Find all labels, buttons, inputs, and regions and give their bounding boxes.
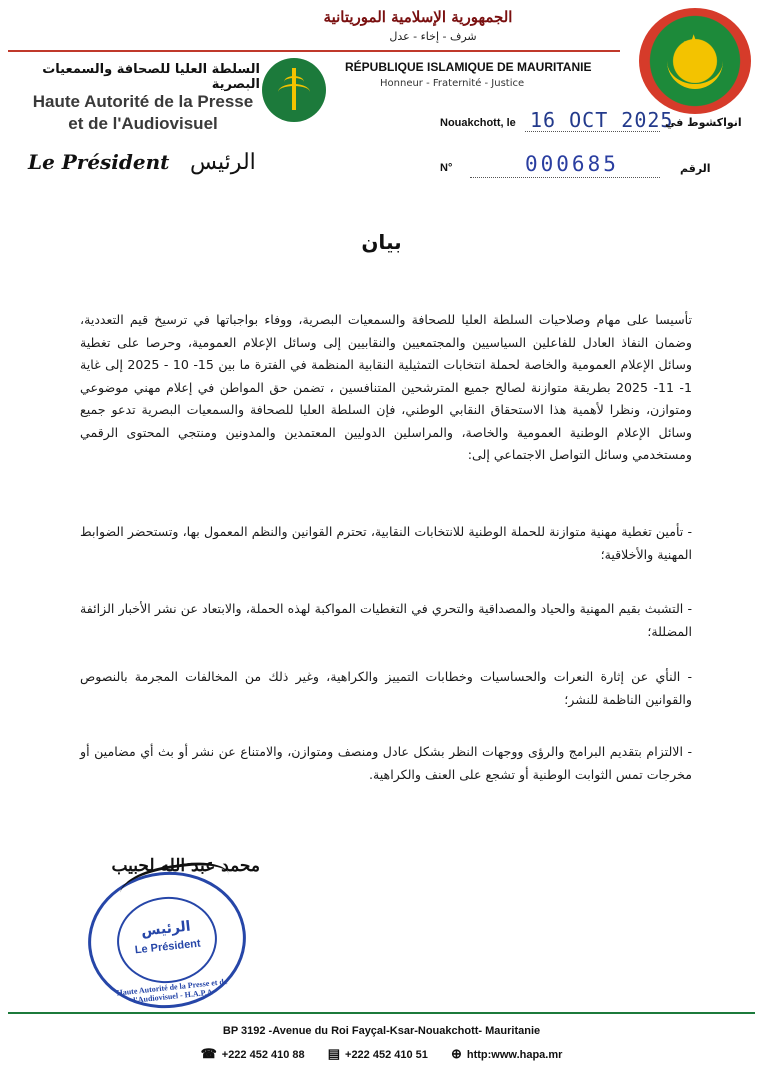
date-label: Nouakchott, le (440, 117, 516, 129)
president-title-arabic: الرئيس (190, 150, 256, 175)
telephone-icon: ☎ (200, 1046, 217, 1061)
national-emblem-icon (639, 8, 751, 114)
number-label: N° (440, 162, 453, 174)
bullet-item: - التشبث بقيم المهنية والحياد والمصداقية والتحري في التغطيات المواكبة لهذه الحملة، والابتعاد عن نشر الأخبار الزائفة المضللة؛ (80, 601, 692, 639)
authority-name-french-line2: et de l'Audiovisuel (68, 114, 218, 133)
seal-ring-text: Haute Autorité de la Presse et de l'Audiovisuel - H.A.P.A (116, 976, 228, 1005)
header-divider (8, 50, 620, 52)
website-link[interactable]: http:www.hapa.mr (466, 1049, 563, 1061)
bullet-item: - تأمين تغطية مهنية متوازنة للحملة الوطنية للانتخابات النقابية، تحترم القوانين والنظم المعمول بها، وتستحضر الضوابط المهنية والأخلاقية؛ (80, 524, 692, 562)
footer-address: BP 3192 -Avenue du Roi Fayçal-Ksar-Nouakchott- Mauritanie (222, 1025, 541, 1037)
fax-icon: ▤ (327, 1046, 341, 1061)
authority-name-french-line1: Haute Autorité de la Presse (32, 92, 254, 111)
republic-motto-french: Honneur - Fraternité - Justice (380, 78, 525, 89)
fax-number: +222 452 410 51 (345, 1049, 428, 1061)
date-stamp: 16 OCT 2025 (530, 108, 674, 132)
footer-divider (8, 1012, 755, 1014)
globe-icon: ⊕ (450, 1046, 462, 1061)
authority-name-arabic: السلطة العليا للصحافة والسمعيات البصرية (42, 62, 260, 92)
president-title-french: Le Président (28, 150, 170, 174)
signatory-name: محمد عبد الله لحبيب (111, 856, 260, 876)
crescent-icon (667, 56, 723, 89)
republic-name-arabic: الجمهورية الإسلامية الموريتانية (323, 8, 513, 26)
document-title: بيان (361, 230, 402, 254)
date-label-arabic: انواكشوط في (665, 116, 742, 129)
seal-title-arabic: الرئيس (140, 918, 192, 940)
number-label-arabic: الرقم (680, 162, 711, 175)
footer-contacts (0, 1046, 763, 1062)
number-dotted-line (470, 177, 660, 178)
date-dotted-line (525, 131, 660, 132)
bullet-item: - النأي عن إثارة النعرات والحساسيات وخطابات التمييز والكراهية، وغير ذلك من المخالفات المجرمة بالنصوص والقوانين الناظمة للنشر؛ (80, 669, 692, 707)
hapa-logo-icon (262, 58, 326, 122)
seal-title-french: Le Président (134, 937, 202, 957)
intro-paragraph: تأسيسا على مهام وصلاحيات السلطة العليا للصحافة والسمعيات البصرية، ووفاء بواجباتها في ترسيخ قيم التعددية، وضمان النفاذ العادل للفاعلين السياسيين والمجتمعيين والنقابيين إلى وسائل الإعلام العمومية، وحرصا على تغطية وسائل الإعلام العمومية والخاصة لحملة انتخابات التمثيلية النقابية المنظمة في الفترة ما بين 15- 10 - 2025 إلى غاية 1- 11- 2025 بطريقة متوازنة لصالح جميع المترشحين المتنافسين ، تضمن حق المواطن في إعلام مهني موضوعي ومتوازن، ونظرا لأهمية هذا الاستحقاق النقابي الوطني، فإن السلطة العليا للصحافة والسمعيات البصرية تدعو جميع وسائل الإعلام الوطنية العمومية والخاصة، والمراسلين الدوليين المعتمدين والمدونين ومنتجي المحتوى الرقمي ومستخدمي وسائل التواصل الاجتماعي إلى: (80, 312, 692, 462)
republic-motto-arabic: شرف - إخاء - عدل (389, 30, 477, 43)
reference-number: 000685 (525, 152, 619, 176)
republic-name-french: RÉPUBLIQUE ISLAMIQUE DE MAURITANIE (345, 60, 592, 74)
star-icon: ★ (682, 30, 706, 60)
bullet-item: - الالتزام بتقديم البرامج والرؤى ووجهات النظر بشكل عادل ومنصف ومتوازن، والامتناع عن نشر أو بث أي مضامين أو مخرجات تمس الثوابت الوطنية أو تشجع على العنف والكراهية. (80, 744, 692, 782)
phone-number: +222 452 410 88 (221, 1049, 305, 1061)
